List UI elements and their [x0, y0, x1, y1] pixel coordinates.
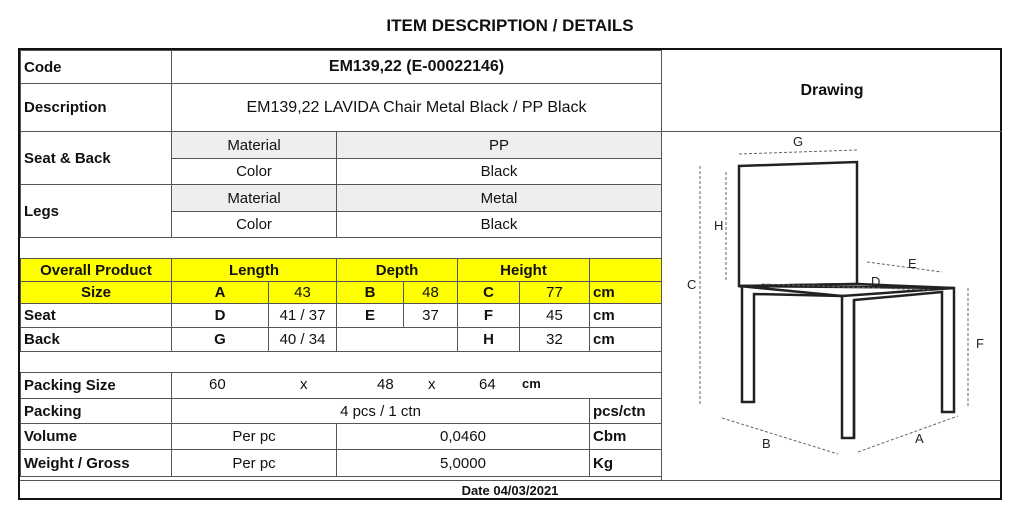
- seat-back-color: Black: [337, 159, 662, 185]
- volume-row: [21, 424, 662, 450]
- spacer-row: [21, 238, 662, 259]
- dim-d-letter: D: [172, 304, 269, 328]
- packing-x2: x: [428, 376, 436, 393]
- spec-table: [20, 50, 662, 477]
- packing-unit: pcs/ctn: [590, 399, 662, 424]
- legs-color-label: Color: [172, 212, 337, 238]
- chair-drawing: [662, 132, 1002, 478]
- depth-label: Depth: [337, 259, 458, 282]
- description-label: Description: [21, 84, 172, 132]
- packing-width: 60: [209, 376, 226, 393]
- chair-backrest: [739, 162, 857, 286]
- drawing-label-h: H: [714, 218, 724, 233]
- code-value: EM139,22 (E-00022146): [172, 51, 662, 84]
- legs-label: Legs: [21, 185, 172, 238]
- spec-sheet: [18, 48, 1002, 500]
- volume-unit: Cbm: [590, 424, 662, 450]
- volume-label: Volume: [21, 424, 172, 450]
- drawing-label: Drawing: [662, 50, 1002, 132]
- code-row: [21, 51, 662, 84]
- weight-value: 5,0000: [337, 450, 590, 477]
- page-title: ITEM DESCRIPTION / DETAILS: [386, 16, 634, 35]
- legs-color: Black: [337, 212, 662, 238]
- spacer-row-2: [21, 352, 662, 373]
- dim-b-letter: B: [337, 282, 404, 304]
- legs-material-row: [21, 185, 662, 212]
- back-unit: cm: [590, 328, 662, 352]
- dim-g-value: 40 / 34: [269, 328, 337, 352]
- overall-size-label-2: Size: [21, 282, 172, 304]
- overall-size-label-1: Overall Product: [21, 259, 172, 282]
- seat-unit: cm: [590, 304, 662, 328]
- dim-c-value: 77: [520, 282, 590, 304]
- packing-size-label: Packing Size: [21, 373, 172, 399]
- drawing-label-b: B: [762, 436, 771, 451]
- dim-f-letter: F: [458, 304, 520, 328]
- seat-back-material: PP: [337, 132, 662, 159]
- drawing-label-c: C: [687, 277, 697, 292]
- dim-f-value: 45: [520, 304, 590, 328]
- drawing-label-d: D: [871, 274, 881, 289]
- overall-size-row: [21, 282, 662, 304]
- description-value: EM139,22 LAVIDA Chair Metal Black / PP Black: [172, 84, 662, 132]
- weight-label: Weight / Gross: [21, 450, 172, 477]
- packing-depth: 48: [377, 376, 394, 393]
- dim-a-letter: A: [172, 282, 269, 304]
- description-row: [21, 84, 662, 132]
- drawing-label-f: F: [976, 336, 984, 351]
- packing-x1: x: [300, 376, 308, 393]
- dim-e-letter: E: [337, 304, 404, 328]
- dim-e-value: 37: [404, 304, 458, 328]
- code-label: Code: [21, 51, 172, 84]
- drawing-label-a: A: [915, 431, 924, 446]
- legs-material-label: Material: [172, 185, 337, 212]
- seat-dims-row: [21, 304, 662, 328]
- dimension-header-row: [21, 259, 662, 282]
- back-dims-label: Back: [21, 328, 172, 352]
- seat-back-material-label: Material: [172, 132, 337, 159]
- packing-label: Packing: [21, 399, 172, 424]
- packing-size-row: [21, 373, 662, 399]
- seat-back-label: Seat & Back: [21, 132, 172, 185]
- back-dims-row: [21, 328, 662, 352]
- seat-dims-label: Seat: [21, 304, 172, 328]
- dim-h-value: 32: [520, 328, 590, 352]
- dim-a-value: 43: [269, 282, 337, 304]
- volume-per: Per pc: [172, 424, 337, 450]
- packing-height: 64: [479, 376, 496, 393]
- packing-size-unit: cm: [522, 376, 541, 391]
- weight-row: [21, 450, 662, 477]
- legs-material: Metal: [337, 185, 662, 212]
- length-label: Length: [172, 259, 337, 282]
- weight-per: Per pc: [172, 450, 337, 477]
- seat-back-material-row: [21, 132, 662, 159]
- seat-back-color-label: Color: [172, 159, 337, 185]
- dim-h-letter: H: [458, 328, 520, 352]
- dim-g-letter: G: [172, 328, 269, 352]
- drawing-label-e: E: [908, 256, 917, 271]
- packing-row: [21, 399, 662, 424]
- weight-unit: Kg: [590, 450, 662, 477]
- date-footer: Date 04/03/2021: [20, 480, 1000, 501]
- drawing-label-g: G: [793, 134, 804, 149]
- dim-b-value: 48: [404, 282, 458, 304]
- dim-d-value: 41 / 37: [269, 304, 337, 328]
- dim-c-letter: C: [458, 282, 520, 304]
- height-label: Height: [458, 259, 590, 282]
- volume-value: 0,0460: [337, 424, 590, 450]
- drawing-pane: [661, 50, 1002, 480]
- packing-value: 4 pcs / 1 ctn: [172, 399, 590, 424]
- chair-frame: [739, 286, 954, 438]
- overall-unit: cm: [590, 282, 662, 304]
- chair-outline: [739, 162, 954, 438]
